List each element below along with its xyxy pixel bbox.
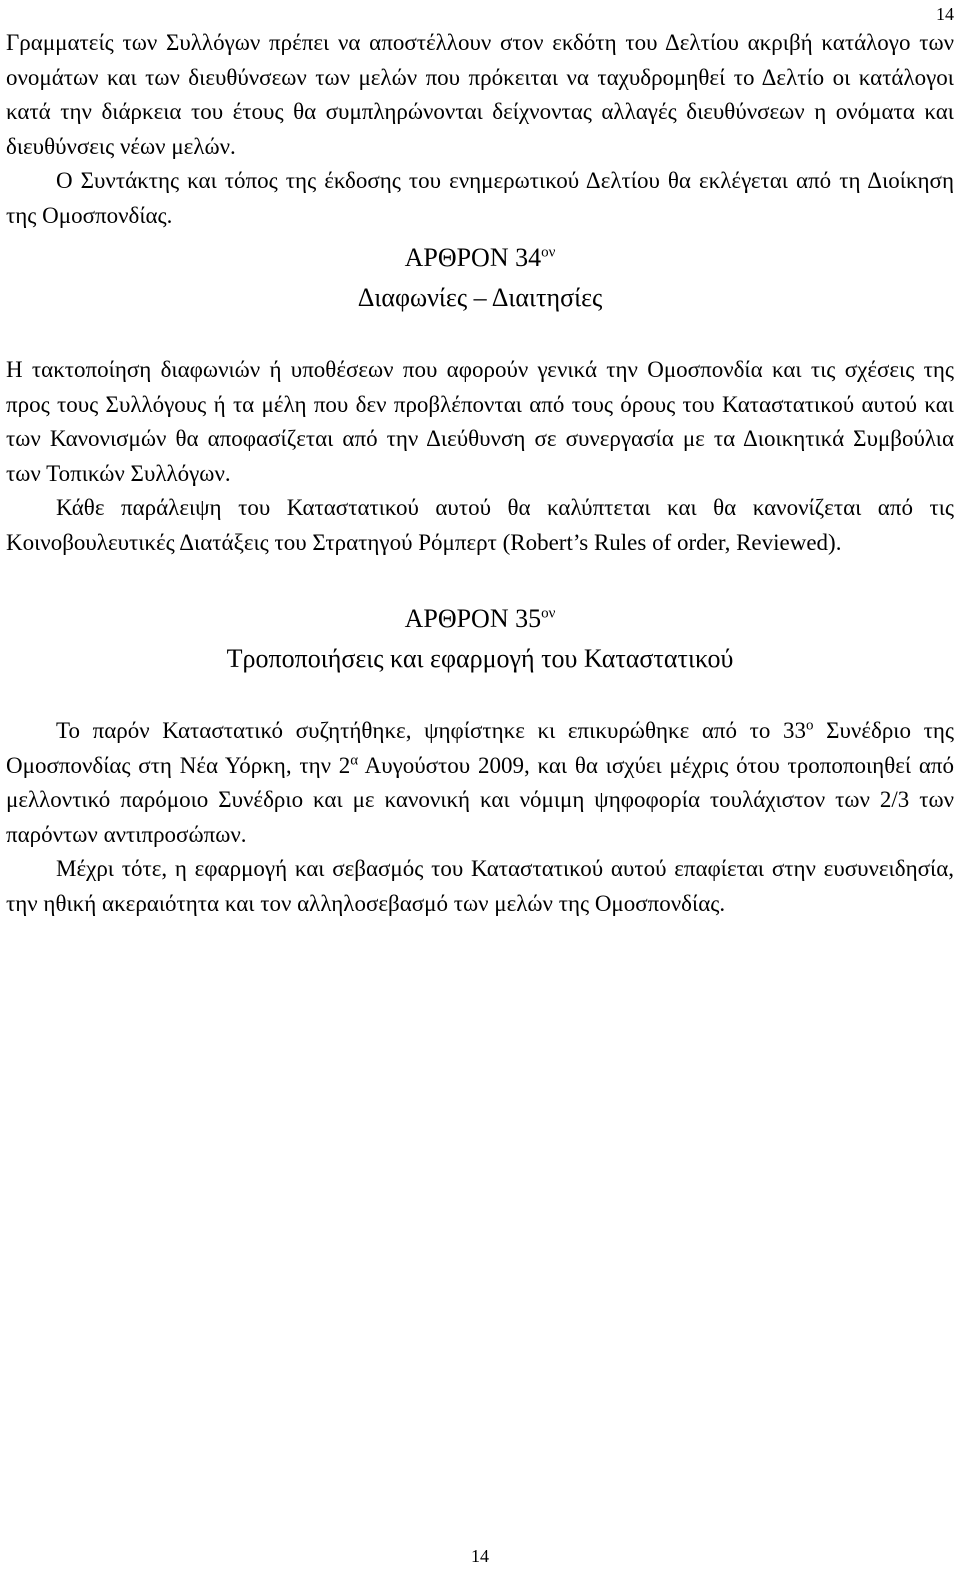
page-number-top: 14 <box>936 4 954 24</box>
intro-paragraph-1: Γραμματείς των Συλλόγων πρέπει να αποστέλλουν στον εκδότη του Δελτίου ακριβή κατάλογο των ονομάτων και των διευθύνσεων των μελών που πρόκειται να ταχυδρομηθεί το Δελτίο οι κατάλογοι κατά την διάρκεια του έτους θα συμπληρώνονται δείχνοντας αλλαγές διευθύνσεων η ονόματα και διευθύνσεις νέων μελών. <box>6 30 954 159</box>
article-35-p1-part-a: Το παρόν Καταστατικό συζητήθηκε, ψηφίστηκε κι επικυρώθηκε από το 33 <box>56 718 807 743</box>
article-35-p1-part-b: Συνέδριο της Ομοσπονδίας στη Νέα Υόρκη, την 2 <box>6 718 954 778</box>
article-35-title-text: ΑΡΘΡΟΝ 35 <box>404 604 542 633</box>
article-34-title-sup: ον <box>541 244 556 261</box>
article-35-p1-sup-1: ο <box>806 717 814 734</box>
article-35-p1-sup-2: α <box>350 751 359 768</box>
article-34-paragraph-1: Η τακτοποίηση διαφωνιών ή υποθέσεων που αφορούν γενικά την Ομοσπονδία και τις σχέσεις της προς τους Συλλόγους ή τα μέλη που δεν προβλέπονται από τους όρους του Καταστατικού αυτού και των Κανονισμών θα αποφασίζεται από την Διεύθυνση σε συνεργασία με τα Διοικητικά Συμβούλια των Τοπικών Συλλόγων. <box>6 357 954 486</box>
article-35-subtitle: Τροποποιήσεις και εφαρμογή του Καταστατικού <box>226 644 734 673</box>
article-34-title <box>6 239 954 277</box>
article-34-subtitle: Διαφωνίες – Διαιτησίες <box>357 283 603 312</box>
intro-paragraph-2: Ο Συντάκτης και τόπος της έκδοσης του ενημερωτικού Δελτίου θα εκλέγεται από τη Διοίκηση της Ομοσπονδίας. <box>6 168 954 228</box>
article-35-paragraph-2: Μέχρι τότε, η εφαρμογή και σεβασμός του Καταστατικού αυτού επαφίεται στην ευσυνειδησία, την ηθική ακεραιότητα και τον αλληλοσεβασμό των μελών της Ομοσπονδίας. <box>6 856 954 916</box>
article-34-title-text: ΑΡΘΡΟΝ 34 <box>404 243 542 272</box>
article-35-title-sup: ον <box>541 605 556 622</box>
article-35-paragraph-1 <box>6 714 954 852</box>
page-number-bottom: 14 <box>471 1546 489 1566</box>
document-body <box>6 26 954 921</box>
article-35-p1-part-c: Αυγούστου 2009, και θα ισχύει μέχρις ότου τροποποιηθεί από μελλοντικό παρόμοιο Συνέδριο και με κανονική και νόμιμη ψηφοφορία τουλάχιστον των 2/3 των παρόντων αντιπροσώπων. <box>6 752 954 847</box>
article-35-title <box>6 600 954 638</box>
article-34-paragraph-2: Κάθε παράλειψη του Καταστατικού αυτού θα καλύπτεται και θα κανονίζεται από τις Κοινοβουλευτικές Διατάξεις του Στρατηγού Ρόμπερτ (Robert’s Rules of order, Reviewed). <box>6 495 954 555</box>
